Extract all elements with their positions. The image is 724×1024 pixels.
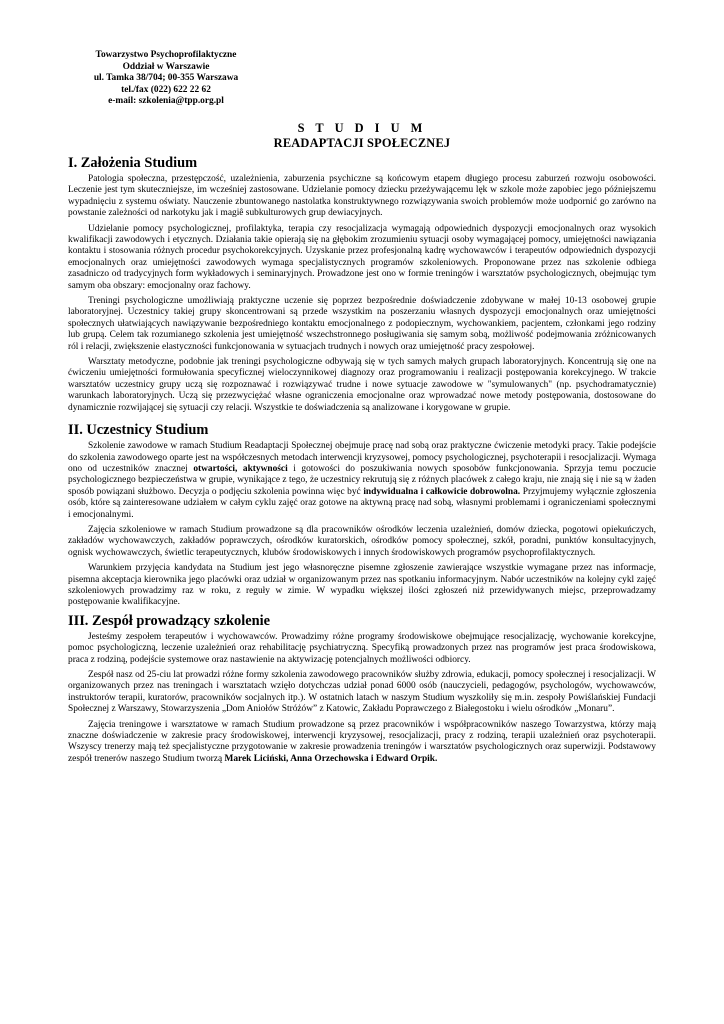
section-1-heading: I. Założenia Studium [68, 154, 198, 171]
section-3-paragraph-3 [68, 720, 656, 766]
document-page [68, 50, 656, 769]
section-2-p1-text-b: i gotowości do poszukiwania nowych sposobów funkcjonowania. Sprzyja temu poczucie psychologicznego bezpieczeństwa w grupie, wynikające z tego, że uczestnicy rekrutują się z różnych placówek z całego kraju, nie znają się i nie są w żaden sposób powiązani służbowo. Decyzja o podjęciu szkolenia powinna więc być [68, 463, 656, 497]
section-3-paragraph-1: Jesteśmy zespołem terapeutów i wychowawców. Prowadzimy różne programy środowiskowe obejmujące resocjalizację, wychowanie korekcyjne, pomoc psychologiczną, leczenie uzależnień oraz rehabilitację psychiatryczną. Specyfiką prowadzonych przez nas programów jest praca środowiskowa, praca z rodziną, podejście systemowe oraz nastawienie na aktywizację potencjalnych możliwości odbiorcy. [68, 631, 656, 665]
section-2-paragraph-1 [68, 441, 656, 521]
section-1-paragraph-2: Udzielanie pomocy psychologicznej, profilaktyka, terapia czy resocjalizacja wymagają odpowiednich dyspozycji emocjonalnych oraz wysokich kwalifikacji zawodowych i etycznych. Działania takie opierają się na głębokim zrozumieniu sytuacji osoby wymagającej pomocy, umiejętności nawiązania kontaktu i stosowania różnych procedur psychokorekcyjnych. Uzyskanie przez profesjonalną kadrę wychowawców i terapeutów odpowiednich dyspozycji emocjonalnych oraz umiejętności zawodowych wymaga specjalistycznych programów szkoleniowych. Proponowane przez nas szkolenie odbiega zasadniczo od tradycyjnych form wykładowych i seminaryjnych. Prowadzone jest ono w formie treningów i warsztatów psychologicznych, obejmując tym samym oba obszary: emocjonalny oraz fachowy. [68, 223, 656, 291]
section-2-p1-text-a: Szkolenie zawodowe w ramach Studium Readaptacji Społecznej obejmuje pracę nad sobą oraz praktyczne ćwiczenie metodyki pracy. Takie podejście do szkolenia zawodowego oparte jest na współczesnych metodach interwencji kryzysowej, pomocy psychologicznej, psychoterapii i resocjalizacji. Wymaga ono od uczestników znacznej [68, 441, 656, 474]
title-line-1: S T U D I U M [297, 120, 427, 135]
org-name: Towarzystwo Psychoprofilaktyczne [95, 50, 237, 60]
section-2-p1-bold-a: otwartości, aktywności [193, 463, 288, 474]
section-2-paragraph-3: Warunkiem przyjęcia kandydata na Studium jest jego własnoręczne pisemne zgłoszenie zawierające wszystkie wymagane przez nas informacje, pisemna akceptacja kierownika jego placówki oraz udział w organizowanym przez nas spotkaniu informacyjnym. Nabór uczestników na kolejny cykl zajęć szkoleniowych prowadzimy raz w roku, z reguły w zimie. W wypadku większej ilości zgłoszeń niż przewidywanych miejsc, przeprowadzamy postępowanie kwalifikacyjne. [68, 563, 656, 608]
section-3-p3-bold-names: Marek Liciński, Anna Orzechowska i Edward Orpik. [224, 753, 438, 764]
section-2-heading: II. Uczestnicy Studium [68, 422, 209, 439]
organization-header [68, 50, 264, 108]
org-branch: Oddział w Warszawie [122, 61, 210, 72]
title-line-2: READAPTACJI SPOŁECZNEJ [273, 135, 451, 150]
section-3-heading: III. Zespół prowadzący szkolenie [68, 612, 271, 629]
section-1-paragraph-3: Treningi psychologiczne umożliwiają praktyczne uczenie się poprzez bezpośrednie doświadczenie zdobywane w małej 10-13 osobowej grupie laboratoryjnej. Uczestnicy takiej grupy skoncentrowani są przede wszystkim na poszerzaniu własnych dyspozycji emocjonalnych oraz umiejętności społecznych ułatwiających nawiązywanie bezpośredniego kontaktu emocjonalnego z podopiecznym, wychowankiem, pacjentem, członkami jego rodziny lub grupą. Celem tak rozumianego szkolenia jest umiejętność wszechstronnego posługiwania się samym sobą, możliwość podejmowania zróżnicowanych ról i relacji, zwiększenie elastyczności funkcjonowania w sytuacjach trudnych i nowych oraz umiejętność pracy zespołowej. [68, 296, 656, 352]
org-address: ul. Tamka 38/704; 00-355 Warszawa [93, 73, 239, 84]
org-phone: tel./fax (022) 622 22 62 [121, 84, 211, 95]
section-1-paragraph-1: Patologia społeczna, przestępczość, uzależnienia, zaburzenia psychiczne są końcowym etapem długiego procesu zaburzeń rozwoju osobowości. Leczenie jest tym skuteczniejsze, im wcześniej zastosowane. Udzielanie pomocy dziecku przeżywającemu lęk w szkole może zapobiec jego późniejszemu wypadnięciu z systemu oświaty. Nauczenie zbuntowanego nastolatka konstruktywnego rozwiązywania swoich problemów może uodpornić go zarówno na powstanie zależności od narkotyku jak i magiê subkulturowych grup dewiacyjnych. [68, 173, 656, 219]
org-email: e-mail: szkolenia@tpp.org.pl [108, 96, 224, 107]
section-2-p1-bold-b: indywidualna i całkowicie dobrowolna. [363, 486, 521, 497]
section-2-p1-text-c: Przyjmujemy wyłącznie zgłoszenia osób, które są zainteresowane udziałem w całym cyklu zajęć oraz gotowe na aktywną pracę nad sobą, własnymi problemami i ograniczeniami społecznymi i emocjonalnymi. [68, 486, 656, 520]
document-title [68, 121, 656, 151]
section-1-paragraph-4: Warsztaty metodyczne, podobnie jak treningi psychologiczne odbywają się w tych samych małych grupach laboratoryjnych. Koncentrują się one na ćwiczeniu umiejętności formułowania specyficznej wieloczynnikowej diagnozy oraz programowaniu i realizacji postępowania korekcyjnego. W trakcie warsztatów uczestnicy grupy uczą się rozpoznawać i rozwiązywać trudne i nowe sytuacje zawodowe w "symulowanych" (np. psychodramatycznie) warunkach laboratoryjnych. Uczą się przezwyciężać własne ograniczenia emocjonalne oraz wprowadzać nowe metody postępowania, dostosowane do dynamicznie rozwijającej się sytuacji czy relacji. Wszystkie te doświadczenia są analizowane i korygowane w grupie. [68, 357, 656, 413]
section-3-p3-text: Zajęcia treningowe i warsztatowe w ramach Studium prowadzone są przez pracowników i współpracowników naszego Towarzystwa, którzy mają znaczne doświadczenie w zakresie pracy środowiskowej, interwencji kryzysowej, resocjalizacji, pracy z rodziną, terapii uzależnień oraz psychoterapii. Wszyscy trenerzy mają też specjalistyczne przygotowanie w zakresie prowadzenia treningów i warsztatów psychologicznych oraz superwizji. Podstawowy zespół trenerów naszego Studium tworzą [68, 719, 656, 764]
section-3-paragraph-2: Zespół nasz od 25-ciu lat prowadzi różne formy szkolenia zawodowego pracowników służby zdrowia, edukacji, pomocy społecznej i resocjalizacji. W organizowanych przez nas treningach i warsztatach wzięło dotychczas udział ponad 6000 osób (nauczycieli, pedagogów, psychologów, wychowawców, instruktorów terapii, kuratorów, pracowników socjalnych itp.). W ostatnich latach w naszym Studium wyszkoliły się m.in. zespoły Powiślańskiej Fundacji Społecznej z Warszawy, Stowarzyszenia „Dom Aniołów Stróżów” z Katowic, Zakładu Poprawczego z Białegostoku i wielu ośrodków „Monaru”. [68, 670, 656, 715]
section-2-paragraph-2: Zajęcia szkoleniowe w ramach Studium prowadzone są dla pracowników ośrodków leczenia uzależnień, domów dziecka, pogotowi opiekuńczych, zakładów wychowawczych, zakładów poprawczych, ośrodków kuratorskich, ośrodków pomocy społecznej, szkół, poradni, punktów konsultacyjnych, ognisk wychowawczych, świetlic terapeutycznych, klubów środowiskowych i innych środowiskowych programów psychoprofilaktycznych. [68, 524, 656, 558]
